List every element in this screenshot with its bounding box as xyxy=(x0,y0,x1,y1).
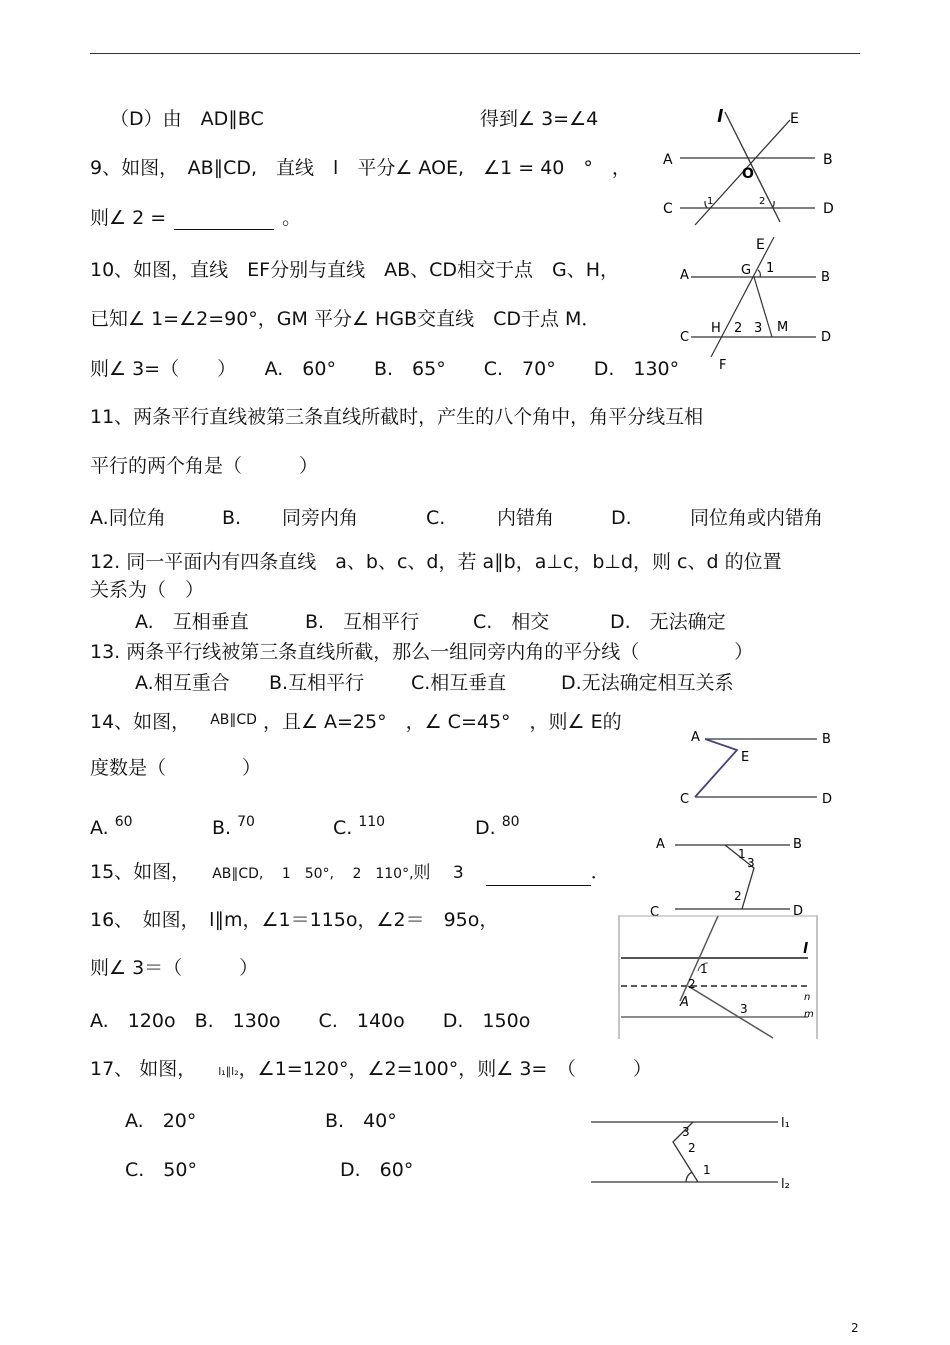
q17-parallel-condition: l₁∥l₂ xyxy=(218,1065,239,1078)
q9-text: 9、如图， AB∥CD, 直线 l 平分∠ AOE, ∠1 = 40 ° ， xyxy=(90,157,631,179)
fig9-angle-2: 2 xyxy=(759,196,766,207)
figure-q17 xyxy=(588,1110,798,1195)
q9-answer-line xyxy=(90,206,301,230)
fig9-label-o: O xyxy=(742,166,754,182)
q9-answer-suffix: 。 xyxy=(282,207,302,229)
answer-blank xyxy=(486,885,591,886)
fig16-label-a: A xyxy=(680,995,689,1010)
fig14-label-d: D xyxy=(822,792,833,807)
q17-text xyxy=(90,1057,652,1084)
q12-option-a: A. 互相垂直 xyxy=(135,611,249,633)
q14-text-line2: 度数是（ ） xyxy=(90,757,262,779)
q11-option-d-letter: D. xyxy=(611,507,632,529)
fig15-label-a: A xyxy=(656,837,665,852)
top-rule xyxy=(90,53,860,54)
fig10-label-e: E xyxy=(756,237,765,253)
q12-option-d: D. 无法确定 xyxy=(610,611,726,633)
q14-option-a xyxy=(90,810,133,840)
fig15-label-c: C xyxy=(650,905,660,920)
fig9-label-a: A xyxy=(663,152,673,168)
fig17-label-l1: l₁ xyxy=(781,1116,790,1131)
q14-option-c-letter: C. xyxy=(333,817,353,839)
q8-option-d-result: 得到∠ 3=∠4 xyxy=(480,108,599,130)
q14-option-c-value: 110 xyxy=(358,814,386,830)
fig15-angle-2: 2 xyxy=(734,889,742,903)
answer-blank xyxy=(174,229,274,230)
q15-text: 15、如图， AB∥CD, 1 50°, 2 110°,则 3 ． xyxy=(90,860,610,886)
q17-suffix: ，∠1=120°，∠2=100°，则∠ 3= （ ） xyxy=(238,1058,652,1080)
q12-option-c: C. 相交 xyxy=(473,611,550,633)
q14-option-c xyxy=(333,810,385,840)
fig10-label-m: M xyxy=(777,320,789,335)
fig10-angle-2: 2 xyxy=(734,321,743,336)
figure-q16 xyxy=(618,913,818,1040)
fig9-label-e: E xyxy=(790,111,799,127)
q14-option-d-value: 80 xyxy=(501,814,520,830)
q8-option-d: （D）由 AD∥BC xyxy=(110,108,264,130)
q13-text: 13. 两条平行线被第三条直线所截，那么一组同旁内角的平分线（ ） xyxy=(90,641,754,663)
fig10-label-f: F xyxy=(719,358,727,373)
q9-answer-prefix: 则∠ 2 = xyxy=(90,207,167,229)
fig16-label-l: l xyxy=(803,941,808,957)
q17-option-a: A. 20° xyxy=(125,1110,197,1132)
fig15-label-d: D xyxy=(793,904,804,919)
q10-text-line1: 10、如图，直线 EF分别与直线 AB、CD相交于点 G、H， xyxy=(90,259,620,281)
fig9-label-b: B xyxy=(823,152,833,168)
fig14-label-b: B xyxy=(822,732,831,747)
figure-q15 xyxy=(650,833,815,921)
figure-q9 xyxy=(655,100,845,225)
fig10-angle-1: 1 xyxy=(766,261,775,276)
fig9-angle-1: 1 xyxy=(707,196,714,207)
q16-text-line1: 16、 如图， l∥m，∠1＝115o，∠2＝ 95o， xyxy=(90,909,499,931)
q16-text-line2: 则∠ 3＝（ ） xyxy=(90,957,259,979)
fig9-label-l: l xyxy=(717,107,723,127)
q11-option-c: 内错角 xyxy=(497,507,555,529)
q11-option-b-letter: B. xyxy=(222,507,242,529)
fig10-label-a: A xyxy=(680,268,689,283)
fig17-angle-3: 3 xyxy=(682,1125,690,1139)
fig14-label-c: C xyxy=(680,792,690,807)
fig15-label-b: B xyxy=(793,837,802,852)
q14-prefix: 14、如图， xyxy=(90,711,191,733)
figure-q10 xyxy=(676,232,841,377)
fig16-angle-2: 2 xyxy=(688,977,696,991)
q14-option-d xyxy=(475,810,520,840)
fig9-label-c: C xyxy=(663,201,673,217)
q12-text-line1: 12. 同一平面内有四条直线 a、b、c、d，若 a∥b，a⊥c，b⊥d，则 c、d 的位置 xyxy=(90,551,782,573)
q17-option-b: B. 40° xyxy=(325,1110,397,1132)
q17-option-d: D. 60° xyxy=(340,1159,414,1181)
q10-text-line2: 已知∠ 1=∠2=90°，GM 平分∠ HGB交直线 CD于点 M． xyxy=(90,308,601,330)
q11-text-line1: 11、两条平行直线被第三条直线所截时，产生的八个角中，角平分线互相 xyxy=(90,406,704,428)
q13-option-b: B.互相平行 xyxy=(269,672,365,694)
fig10-label-g: G xyxy=(741,263,752,278)
q15-ask: 则 3 xyxy=(413,863,464,883)
q14-text-line1 xyxy=(90,708,622,734)
q16-options: A. 120o B. 130o C. 140o D. 150o xyxy=(90,1010,531,1032)
fig17-angle-1: 1 xyxy=(703,1163,711,1177)
q12-text-line2: 关系为（ ） xyxy=(90,579,205,601)
fig15-angle-1: 1 xyxy=(738,847,746,861)
q14-option-d-letter: D. xyxy=(475,817,496,839)
q11-option-a: A.同位角 xyxy=(90,507,166,529)
fig10-label-b: B xyxy=(821,270,830,285)
q15-prefix: 15、如图， xyxy=(90,861,191,883)
q11-option-d: 同位角或内错角 xyxy=(690,507,824,529)
fig14-label-e: E xyxy=(741,750,750,765)
q14-option-b xyxy=(212,810,255,840)
q11-text-line2: 平行的两个角是（ ） xyxy=(90,455,319,477)
figure-q14 xyxy=(680,727,840,809)
q10-text-line3: 则∠ 3=（ ） A. 60° B. 65° C. 70° D. 130° xyxy=(90,358,680,380)
fig10-label-c: C xyxy=(680,330,690,345)
fig10-label-h: H xyxy=(711,321,721,336)
q14-option-b-value: 70 xyxy=(237,814,255,830)
q12-option-b: B. 互相平行 xyxy=(305,611,420,633)
fig10-label-d: D xyxy=(821,330,832,345)
q11-option-b: 同旁内角 xyxy=(282,507,359,529)
q17-option-c: C. 50° xyxy=(125,1159,197,1181)
fig16-angle-1: 1 xyxy=(700,962,708,976)
q13-option-a: A.相互重合 xyxy=(135,672,230,694)
fig16-angle-3: 3 xyxy=(740,1002,748,1016)
fig16-label-n: n xyxy=(804,992,811,1003)
q17-prefix: 17、 如图， xyxy=(90,1058,197,1080)
q14-suffix: ，且∠ A=25° ，∠ C=45° ，则∠ E的 xyxy=(262,711,622,733)
q14-parallel-condition: AB∥CD xyxy=(210,712,257,728)
q15-given: AB∥CD, 1 50°, 2 110°, xyxy=(212,866,414,882)
q14-option-a-value: 60 xyxy=(114,814,133,830)
q11-option-c-letter: C. xyxy=(426,507,446,529)
fig14-label-a: A xyxy=(691,730,700,745)
q13-option-c: C.相互垂直 xyxy=(411,672,507,694)
fig15-angle-3: 3 xyxy=(747,856,755,870)
fig10-angle-3: 3 xyxy=(754,321,763,336)
fig17-angle-2: 2 xyxy=(688,1141,696,1155)
fig17-label-l2: l₂ xyxy=(781,1177,790,1192)
fig16-label-m: m xyxy=(804,1009,814,1020)
page-number: 2 xyxy=(851,1321,859,1335)
q14-option-a-letter: A. xyxy=(90,817,109,839)
fig9-label-d: D xyxy=(823,201,834,217)
q14-option-b-letter: B. xyxy=(212,817,232,839)
q13-option-d: D.无法确定相互关系 xyxy=(561,672,734,694)
